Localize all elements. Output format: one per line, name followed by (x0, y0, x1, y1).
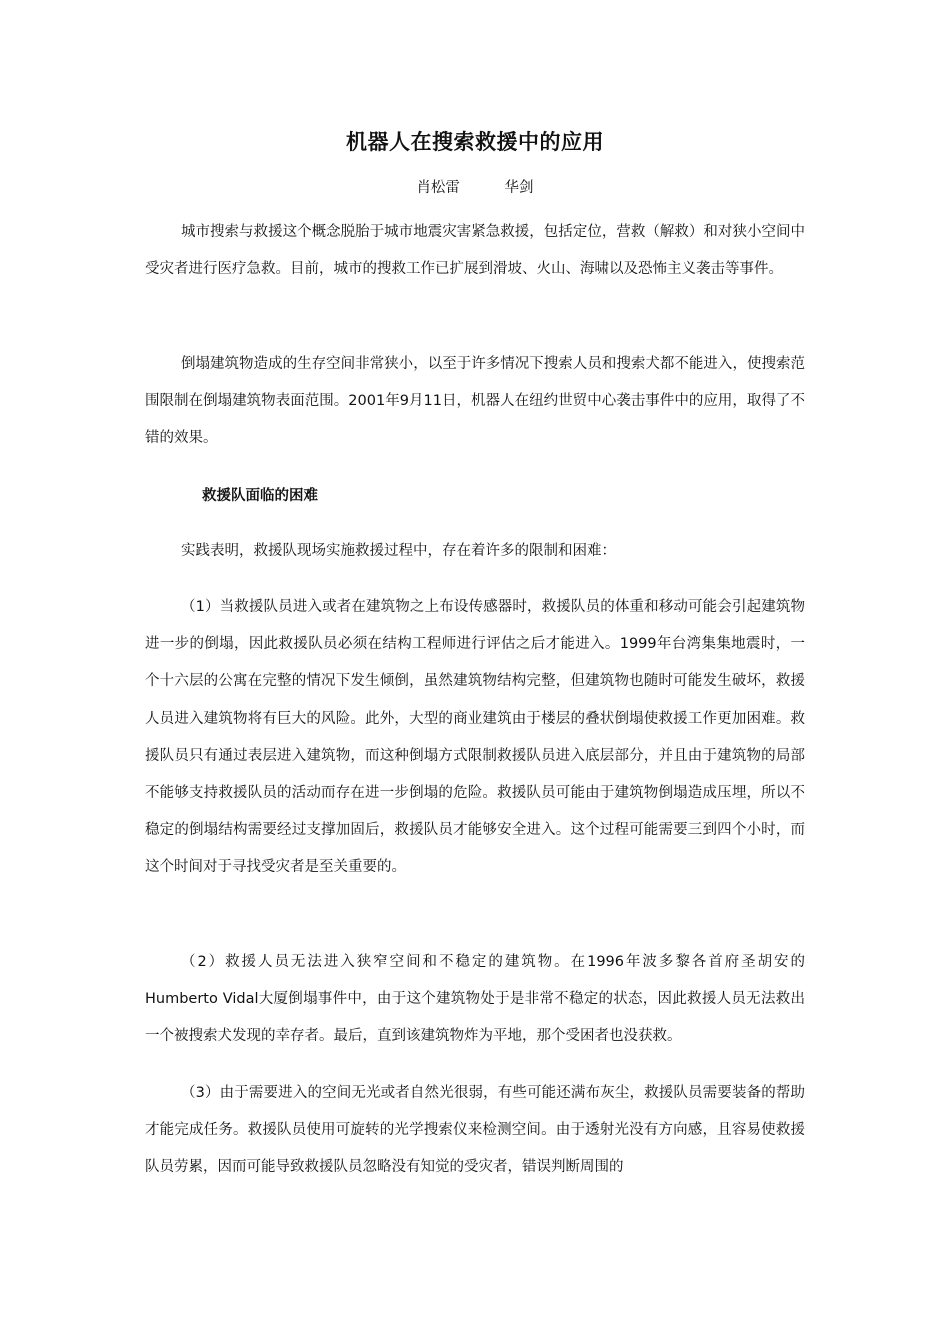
paragraph-collapse-space: 倒塌建筑物造成的生存空间非常狭小，以至于许多情况下搜索人员和搜索犬都不能进入，使搜索范围限制在倒塌建筑物表面范围。2001年9月11日，机器人在纽约世贸中心袭击事件中的应用，取得了不错的效果。 (145, 356, 805, 447)
paragraph-point-2: （2）救援人员无法进入狭窄空间和不稳定的建筑物。在1996年波多黎各首府圣胡安的Humberto Vidal大厦倒塌事件中，由于这个建筑物处于是非常不稳定的状态，因此救援人员无法救出一个被搜索犬发现的幸存者。最后，直到该建筑物炸为平地，那个受困者也没获救。 (145, 954, 805, 1045)
author-name: 肖松雷 (416, 180, 460, 196)
document-title: 机器人在搜索救援中的应用 (346, 130, 604, 154)
paragraph-point-1: （1）当救援队员进入或者在建筑物之上布设传感器时，救援队员的体重和移动可能会引起建筑物进一步的倒塌，因此救援队员必须在结构工程师进行评估之后才能进入。1999年台湾集集地震时，一个十六层的公寓在完整的情况下发生倾倒，虽然建筑物结构完整，但建筑物也随时可能发生破坏，救援人员进入建筑物将有巨大的风险。此外，大型的商业建筑由于楼层的叠状倒塌使救援工作更加困难。救援队员只有通过表层进入建筑物，而这种倒塌方式限制救援队员进入底层部分，并且由于建筑物的局部不能够支持救援队员的活动而存在进一步倒塌的危险。救援队员可能由于建筑物倒塌造成压埋，所以不稳定的倒塌结构需要经过支撑加固后，救援队员才能够安全进入。这个过程可能需要三到四个小时，而这个时间对于寻找受灾者是至关重要的。 (145, 599, 805, 876)
author-name: 华剑 (504, 180, 534, 196)
paragraph-point-3: （3）由于需要进入的空间无光或者自然光很弱，有些可能还满布灰尘，救援队员需要装备的帮助才能完成任务。救援队员使用可旋转的光学搜索仪来检测空间。由于透射光没有方向感，且容易使救援队员劳累，因而可能导致救援队员忽略没有知觉的受灾者，错误判断周围的 (145, 1085, 805, 1176)
paragraph-practice: 实践表明，救援队现场实施救援过程中，存在着许多的限制和困难： (181, 543, 616, 559)
paragraph-intro: 城市搜索与救援这个概念脱胎于城市地震灾害紧急救援，包括定位，营救（解救）和对狭小空间中受灾者进行医疗急救。目前，城市的搜救工作已扩展到滑坡、火山、海啸以及恐怖主义袭击等事件。 (145, 224, 805, 278)
section-heading: 救援队面临的困难 (202, 488, 318, 504)
author-line (0, 176, 950, 197)
